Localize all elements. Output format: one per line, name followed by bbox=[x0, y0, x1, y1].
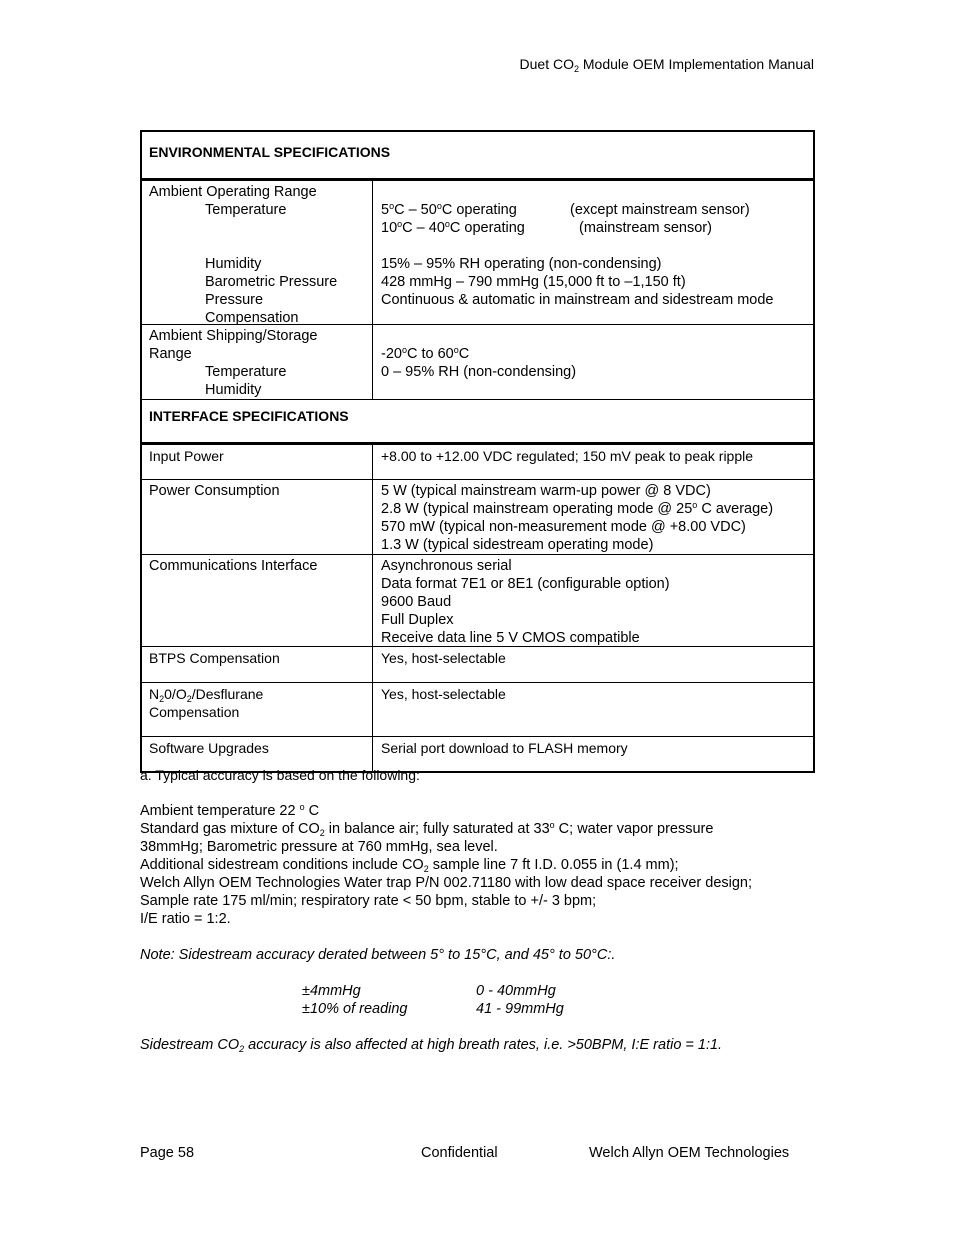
final-note: Sidestream $CO_2$ accuracy is also affected at high breath rates, i.e. >50BPM, I:E ratio = 1:1. bbox=[140, 1037, 723, 1054]
communications-label: Communications Interface bbox=[142, 555, 373, 646]
accuracy-row-2: ±10% of reading 41 - 99mmHg bbox=[302, 1001, 564, 1017]
storage-range-value-cell bbox=[373, 325, 813, 399]
interface-heading: INTERFACE SPECIFICATIONS bbox=[149, 408, 349, 424]
power-consumption-line-4: 1.3 W (typical sidestream operating mode) bbox=[381, 537, 654, 553]
ie-ratio-line: I/E ratio = 1:2. bbox=[140, 911, 231, 927]
env-heading: ENVIRONMENTAL SPECIFICATIONS bbox=[149, 144, 391, 160]
btps-row bbox=[142, 646, 813, 682]
storage-range-row bbox=[142, 324, 813, 399]
sample-rate-line: Sample rate 175 ml/min; respiratory rate < 50 bpm, stable to +/- 3 bpm; bbox=[140, 893, 597, 909]
operating-compensation-label: Compensation bbox=[205, 310, 299, 326]
sidestream-line: Additional sidestream conditions include $CO_2$ sample line 7 ft I.D. 0.055 in (1.4 mm); bbox=[140, 857, 679, 874]
header-title-suffix: Module OEM Implementation Manual bbox=[579, 56, 814, 72]
water-trap-line: Welch Allyn OEM Technologies Water trap P/N 002.71180 with low dead space receiver design; bbox=[140, 875, 753, 891]
env-heading-row bbox=[142, 132, 813, 178]
software-label: Software Upgrades bbox=[142, 737, 373, 771]
operating-barometric-value: 428 mmHg – 790 mmHg (15,000 ft to –1,150 ft) bbox=[381, 274, 686, 290]
power-consumption-row bbox=[142, 479, 813, 554]
notes-section bbox=[140, 766, 820, 1054]
communications-line-1: Asynchronous serial bbox=[381, 558, 512, 574]
footnote-a: a. Typical accuracy is based on the following: bbox=[140, 767, 420, 783]
page-header bbox=[440, 56, 814, 72]
operating-humidity-label: Humidity bbox=[205, 256, 262, 272]
storage-range-label: Ambient Shipping/Storage bbox=[149, 328, 318, 344]
operating-range-label: Ambient Operating Range bbox=[149, 184, 317, 200]
input-power-value: +8.00 to +12.00 VDC regulated; 150 mV peak to peak ripple bbox=[381, 448, 754, 464]
derate-note: Note: Sidestream accuracy derated between 5° to 15°C, and 45° to 50°C:. bbox=[140, 947, 616, 963]
gas-line-1: Standard gas mixture of $CO_2$ in balance air; fully saturated at 33$^o$ C; water vapor pressure bbox=[140, 820, 714, 838]
header-title: Duet CO bbox=[519, 56, 574, 72]
storage-temp-value: -20$^o$C to 60$^o$C bbox=[381, 345, 470, 362]
storage-range-label-cell bbox=[142, 325, 373, 399]
operating-temp-line-2: 10$^o$C – 40$^o$C operating (mainstream sensor) bbox=[381, 219, 712, 236]
operating-temp-note-2: (mainstream sensor) bbox=[579, 220, 712, 236]
n2o-label-2: Compensation bbox=[149, 704, 240, 720]
power-consumption-value-cell bbox=[373, 480, 813, 554]
footer-company: Welch Allyn OEM Technologies bbox=[589, 1145, 790, 1161]
operating-humidity-value: 15% – 95% RH operating (non-condensing) bbox=[381, 256, 662, 272]
operating-range-row bbox=[142, 178, 813, 324]
power-consumption-line-3: 570 mW (typical non-measurement mode @ +8.00 VDC) bbox=[381, 519, 746, 535]
software-value: Serial port download to FLASH memory bbox=[381, 740, 628, 756]
ambient-line: Ambient temperature 22 $^o$ C bbox=[140, 802, 320, 819]
power-consumption-line-1: 5 W (typical mainstream warm-up power @ 8 VDC) bbox=[381, 483, 711, 499]
n2o-label-cell bbox=[142, 683, 373, 736]
header-title-subscript: 2 bbox=[573, 64, 579, 74]
specifications-table bbox=[140, 130, 815, 773]
footer-page-number: Page 58 bbox=[140, 1145, 195, 1161]
storage-temperature-label: Temperature bbox=[205, 364, 287, 380]
communications-line-2: Data format 7E1 or 8E1 (configurable option) bbox=[381, 576, 670, 592]
storage-humidity-value: 0 – 95% RH (non-condensing) bbox=[381, 364, 577, 380]
operating-temp-note-1: (except mainstream sensor) bbox=[570, 202, 750, 218]
communications-line-4: Full Duplex bbox=[381, 612, 454, 628]
communications-line-5: Receive data line 5 V CMOS compatible bbox=[381, 630, 640, 646]
n2o-label: $N_20/O_2$/Desflurane bbox=[149, 686, 264, 704]
power-consumption-line-2: 2.8 W (typical mainstream operating mode @ 25$^o$ C average) bbox=[381, 500, 774, 517]
interface-heading-row bbox=[142, 399, 813, 442]
btps-label: BTPS Compensation bbox=[142, 647, 373, 682]
operating-temp-line-1: 5$^o$C – 50$^o$C operating (except mainstream sensor) bbox=[381, 201, 750, 218]
communications-line-3: 9600 Baud bbox=[381, 594, 452, 610]
operating-pressure-comp-value: Continuous & automatic in mainstream and sidestream mode bbox=[381, 292, 774, 308]
accuracy-row-1: ±4mmHg 0 - 40mmHg bbox=[302, 983, 556, 999]
operating-pressure-label: Pressure bbox=[205, 292, 264, 308]
power-consumption-label: Power Consumption bbox=[142, 480, 373, 554]
gas-line-2: 38mmHg; Barometric pressure at 760 mmHg, sea level. bbox=[140, 839, 498, 855]
input-power-label: Input Power bbox=[142, 445, 373, 479]
operating-range-label-cell bbox=[142, 181, 373, 324]
operating-temperature-label: Temperature bbox=[205, 202, 287, 218]
operating-range-value-cell bbox=[373, 181, 813, 324]
communications-row bbox=[142, 554, 813, 646]
footer-confidential: Confidential bbox=[421, 1145, 498, 1161]
input-power-row bbox=[142, 442, 813, 479]
storage-range-label-2: Range bbox=[149, 346, 192, 362]
btps-value: Yes, host-selectable bbox=[381, 650, 506, 666]
communications-value-cell bbox=[373, 555, 813, 646]
n2o-value: Yes, host-selectable bbox=[381, 686, 506, 702]
n2o-row bbox=[142, 682, 813, 736]
operating-barometric-label: Barometric Pressure bbox=[205, 274, 338, 290]
storage-humidity-label: Humidity bbox=[205, 382, 262, 398]
